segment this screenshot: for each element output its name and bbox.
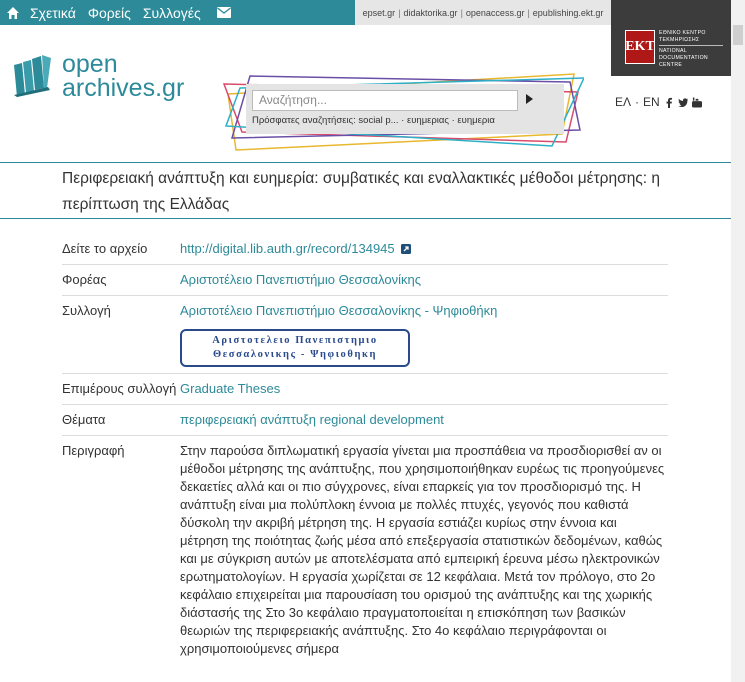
nav-providers[interactable]: Φορείς xyxy=(87,4,131,21)
search-submit-icon[interactable] xyxy=(524,92,536,106)
language-social xyxy=(615,95,702,109)
search-decoration xyxy=(222,72,584,152)
site-openaccess[interactable]: openaccess.gr xyxy=(465,7,525,18)
meta-row-subcollection xyxy=(62,374,668,405)
brand-name xyxy=(62,52,184,100)
collection-logo[interactable] xyxy=(180,329,410,367)
meta-row-description xyxy=(62,436,668,664)
ekt-text-3: NATIONAL xyxy=(659,48,687,54)
record-link[interactable]: http://digital.lib.auth.gr/record/134945 xyxy=(180,241,395,256)
scrollbar-track[interactable] xyxy=(731,0,745,682)
ekt-logo-box[interactable] xyxy=(611,0,731,76)
meta-row-collection xyxy=(62,296,668,374)
meta-label: Συλλογή xyxy=(62,303,111,318)
site-didaktorika[interactable]: didaktorika.gr xyxy=(403,7,458,18)
meta-row-provider xyxy=(62,265,668,296)
brand-line-1: open xyxy=(62,50,118,78)
books-logo-icon xyxy=(14,55,56,97)
lang-en[interactable]: ΕΝ xyxy=(643,95,660,109)
meta-value xyxy=(180,302,668,367)
collection-logo-line-2: Θεσσαλονικης - Ψηφιοθηκη xyxy=(212,349,378,360)
meta-label: Δείτε το αρχείο xyxy=(62,241,148,256)
twitter-icon[interactable] xyxy=(678,97,688,108)
top-nav xyxy=(6,0,231,25)
title-divider xyxy=(0,218,731,219)
ekt-logo-text xyxy=(659,30,723,69)
scrollbar-thumb[interactable] xyxy=(733,25,743,45)
nav-about[interactable]: Σχετικά xyxy=(30,4,76,21)
meta-label: Επιμέρους συλλογή xyxy=(62,381,177,396)
recent-searches[interactable]: Πρόσφατες αναζητήσεις: social p... · ευημεριας · ευημερια xyxy=(252,115,495,126)
collection-link[interactable]: Αριστοτέλειο Πανεπιστήμιο Θεσσαλονίκης - Ψηφιοθήκη xyxy=(180,303,498,318)
search-input[interactable] xyxy=(252,90,518,111)
lang-separator: · xyxy=(635,95,640,109)
record-title: Περιφερειακή ανάπτυξη και ευημερία: συμβατικές και εναλλακτικές μέθοδοι μέτρησης: η περίπτωση της Ελλάδας xyxy=(62,170,661,213)
ekt-text-1: ΕΘΝΙΚΟ ΚΕΝΤΡΟ xyxy=(659,30,706,36)
meta-label: Φορέας xyxy=(62,272,107,287)
meta-label: Θέματα xyxy=(62,412,106,427)
mail-icon[interactable] xyxy=(217,7,231,18)
meta-row-subjects xyxy=(62,405,668,436)
record-metadata xyxy=(62,234,668,664)
meta-row-file xyxy=(62,234,668,265)
site-epset[interactable]: epset.gr xyxy=(362,7,396,18)
header-divider xyxy=(0,162,731,163)
provider-link[interactable]: Αριστοτέλειο Πανεπιστήμιο Θεσσαλονίκης xyxy=(180,272,421,287)
meta-label: Περιγραφή xyxy=(62,443,125,458)
facebook-icon[interactable] xyxy=(664,97,674,108)
youtube-icon[interactable] xyxy=(692,97,702,108)
partner-sites: epset.gr | didaktorika.gr | openaccess.gr | epublishing.ekt.gr xyxy=(355,0,611,25)
ekt-logo: EKT xyxy=(625,30,655,64)
home-icon[interactable] xyxy=(6,6,20,20)
subcollection-link[interactable]: Graduate Theses xyxy=(180,381,281,396)
lang-el[interactable]: ΕΛ xyxy=(615,95,632,109)
description-text: Στην παρούσα διπλωματική εργασία γίνεται μια προσπάθεια να προσδιορισθεί αν οι μέθοδοι μέτρησης της ανάπτυξης, που χρησιμοποιήθηκαν ευρέως τις προηγούμενες δεκαετίες αλλά και οι πιο σύγχρονες, είναι επαρκείς για τον προσδιορισμό της. Η ανάπτυξη είναι μια πολύπλοκη έννοια με πολλές πτυχές, γεγονός που καθιστά δύσκολη την ακριβή μέτρηση της. Η εργασία εστιάζει κυρίως στην έννοια και μέτρηση της ποιότητας ζωής μέσα από επεξεργασία στατιστικών δεδομένων, καθώς και με σύγκριση αυτών με αποτελέσματα από εμπειρική έρευνα μέσω ηλεκτρονικών ερωτηματολογίων. Η εργασία χωρίζεται σε 12 κεφάλαια. Μετά τον πρόλογο, στο 2ο κεφάλαιο επιχειρείται μια παρουσίαση του ορισμού της ανάπτυξης και της χωρικής διάστασής της Στο 3ο κεφάλαιο πραγματοποιείται η επισκόπηση των βασικών θεωριών της περιφερειακής ανάπτυξης. Στο 4ο κεφάλαιο περιγράφονται οι χρησιμοποιούμενες σήμερα xyxy=(180,443,665,656)
site-epublishing[interactable]: epublishing.ekt.gr xyxy=(532,7,604,18)
nav-collections[interactable]: Συλλογές xyxy=(142,4,201,21)
ekt-text-5: CENTRE xyxy=(659,62,683,68)
search-placeholder: Αναζήτηση... xyxy=(259,93,327,107)
ekt-text-4: DOCUMENTATION xyxy=(659,55,708,61)
subject-link[interactable]: περιφερειακή ανάπτυξη regional development xyxy=(180,412,444,427)
external-link-icon[interactable] xyxy=(401,244,411,254)
collection-logo-line-1: Αριστοτελειο Πανεπιστημιο xyxy=(212,335,378,346)
ekt-text-2: ΤΕΚΜΗΡΙΩΣΗΣ xyxy=(659,37,700,43)
meta-value xyxy=(180,240,668,258)
brand-line-2: archives.gr xyxy=(62,74,185,102)
